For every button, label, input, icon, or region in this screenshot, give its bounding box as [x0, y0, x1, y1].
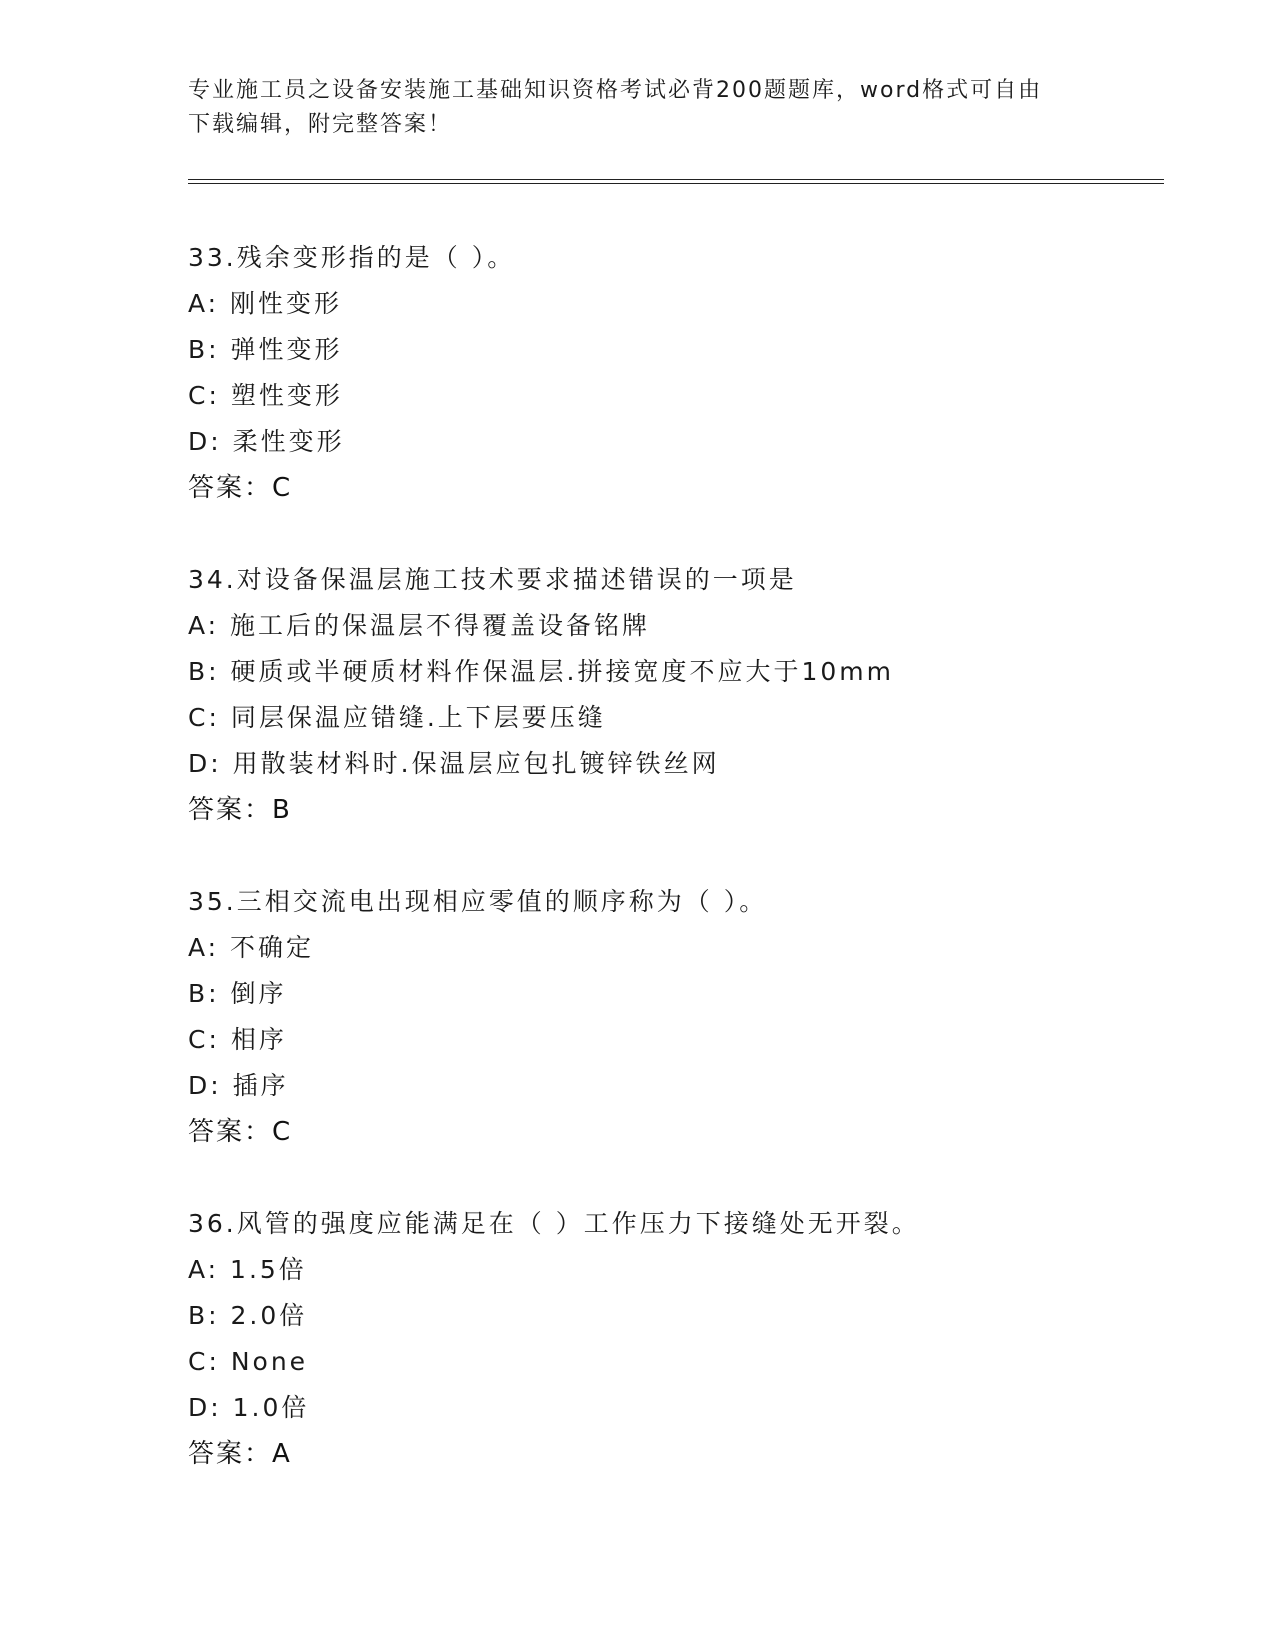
- option-d: D: 柔性变形: [188, 427, 345, 456]
- answer-label: 答案：C: [188, 1117, 293, 1147]
- question-34: [188, 557, 1168, 879]
- option-b: B: 弹性变形: [188, 335, 343, 364]
- question-title: 36.风管的强度应能满足在（ ）工作压力下接缝处无开裂。: [188, 1209, 920, 1238]
- option-a: A: 施工后的保温层不得覆盖设备铭牌: [188, 611, 651, 640]
- question-title: 33.残余变形指的是（ ）。: [188, 243, 516, 272]
- option-a: A: 刚性变形: [188, 289, 343, 318]
- option-a: A: 1.5倍: [188, 1255, 307, 1284]
- question-33: [188, 235, 1168, 557]
- question-list: [188, 235, 1168, 1523]
- option-a: A: 不确定: [188, 933, 315, 962]
- answer-label: 答案：C: [188, 473, 293, 503]
- header-rule-top: [188, 179, 1164, 180]
- question-36: [188, 1201, 1168, 1523]
- option-c: C: None: [188, 1347, 309, 1376]
- option-c: C: 同层保温应错缝.上下层要压缝: [188, 703, 606, 732]
- option-d: D: 用散装材料时.保温层应包扎镀锌铁丝网: [188, 749, 720, 778]
- option-c: C: 相序: [188, 1025, 287, 1054]
- header-line-1: 专业施工员之设备安装施工基础知识资格考试必背200题题库，word格式可自由: [188, 78, 1043, 103]
- option-d: D: 1.0倍: [188, 1393, 310, 1422]
- header-line-2: 下载编辑，附完整答案！: [188, 112, 453, 137]
- option-b: B: 倒序: [188, 979, 287, 1008]
- question-title: 35.三相交流电出现相应零值的顺序称为（ ）。: [188, 887, 768, 916]
- option-b: B: 硬质或半硬质材料作保温层.拼接宽度不应大于10mm: [188, 657, 894, 686]
- header-rule-bottom: [188, 183, 1164, 184]
- question-title: 34.对设备保温层施工技术要求描述错误的一项是: [188, 565, 797, 594]
- question-35: [188, 879, 1168, 1201]
- option-c: C: 塑性变形: [188, 381, 343, 410]
- answer-label: 答案：B: [188, 795, 292, 825]
- option-b: B: 2.0倍: [188, 1301, 308, 1330]
- document-header: [188, 74, 1088, 142]
- answer-label: 答案：A: [188, 1439, 292, 1469]
- option-d: D: 插序: [188, 1071, 289, 1100]
